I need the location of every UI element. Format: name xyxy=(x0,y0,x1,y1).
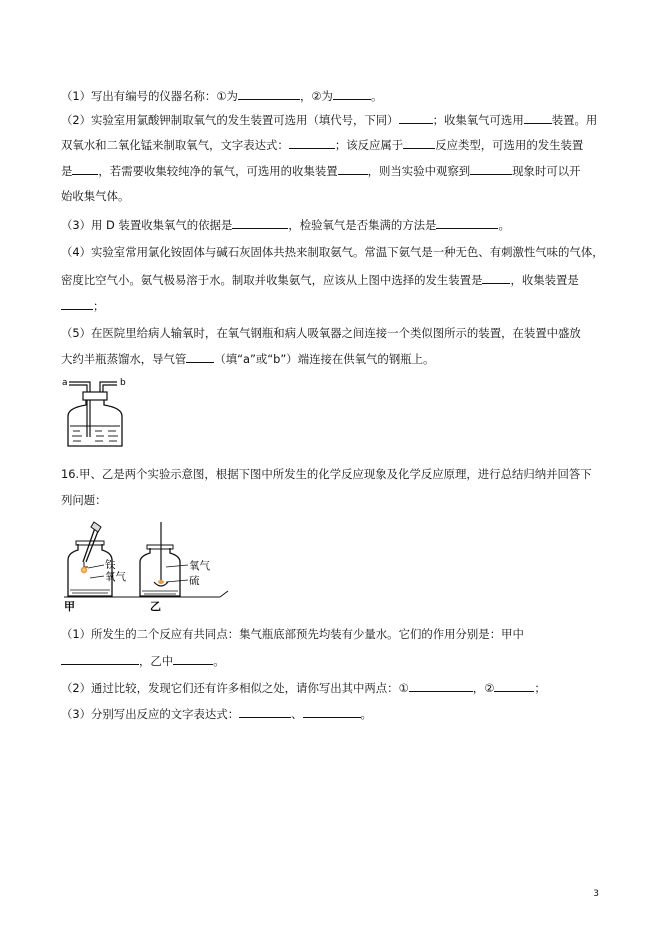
q15-part4-line2: 密度比空气小。氨气极易溶于水。制取并收集氨气，应该从上图中选择的发生装置是 ，收集装置是 xyxy=(61,273,579,287)
answer-blank[interactable] xyxy=(72,163,98,175)
q15-part4-line3: ； xyxy=(61,298,104,313)
combustion-figure xyxy=(60,520,235,612)
q15-part5-line1: （5）在医院里给病人输氧时，在氧气钢瓶和病人吸氧器之间连接一个类似图所示的装置，在装置中盛放 xyxy=(61,326,581,340)
answer-blank[interactable] xyxy=(338,163,368,175)
wash-bottle-figure xyxy=(60,374,140,450)
q15-part3: （3）用 D 装置收集氧气的依据是 ，检验氧气是否集满的方法是 。 xyxy=(61,218,510,232)
q15-part2-line2: 双氧水和二氧化锰来制取氧气，文字表达式： ；该反应属于 反应类型，可选用的发生装置 xyxy=(61,138,584,152)
label-oxygen-yi: 氧气 xyxy=(189,560,210,572)
yi-bottle xyxy=(140,548,180,596)
answer-blank[interactable] xyxy=(333,88,371,100)
tube-a-label: a xyxy=(62,378,68,388)
page-number: 3 xyxy=(593,889,599,899)
label-iron: 铁 xyxy=(105,559,116,571)
q16-stem-line2: 列问题： xyxy=(61,493,107,507)
answer-blank[interactable] xyxy=(61,653,139,665)
answer-blank[interactable] xyxy=(494,680,534,692)
yi-apparatus xyxy=(140,522,188,596)
answer-blank[interactable] xyxy=(239,706,291,718)
answer-blank[interactable] xyxy=(524,112,552,124)
answer-blank[interactable] xyxy=(482,272,510,284)
q15-part4-line1: （4）实验室常用氯化铵固体与碱石灰固体共热来制取氨气。常温下氨气是一种无色、有刺激性气味的气体， xyxy=(61,245,604,259)
bottle xyxy=(68,400,122,446)
label-yi: 乙 xyxy=(150,600,161,612)
q16-part1-line1: （1）所发生的二个反应有共同点：集气瓶底部预先均装有少量水。它们的作用分别是：甲中 xyxy=(61,627,524,641)
stopper xyxy=(83,392,107,400)
q15-part5-line2: 大约半瓶蒸馏水，导气管 （填“a”或“b”）端连接在供氧气的钢瓶上。 xyxy=(61,352,435,366)
q15-part2-line1: （2）实验室用氯酸钾制取氧气的发生装置可选用（填代号，下同） ；收集氧气可选用 装置。用 xyxy=(61,113,598,127)
label-sulfur: 硫 xyxy=(189,575,200,587)
q15-part1: （1）写出有编号的仪器名称：①为 ，②为 。 xyxy=(61,89,383,103)
q15-part2-line4: 始收集气体。 xyxy=(61,189,130,203)
q16-part2: （2）通过比较，发现它们还有许多相似之处，请你写出其中两点：① ，② ； xyxy=(61,681,546,695)
answer-blank[interactable] xyxy=(238,88,300,100)
answer-blank[interactable] xyxy=(232,217,288,229)
q16-stem-line1: 16.甲、乙是两个实验示意图，根据下图中所发生的化学反应现象及化学反应原理，进行总结归纳并回答下 xyxy=(61,467,592,481)
answer-blank[interactable] xyxy=(173,653,213,665)
q15-part2-line3: 是 ，若需要收集较纯净的氧气，可选用的收集装置 ，则当实验中观察到 现象时可以开 xyxy=(61,164,581,178)
tube-b-label: b xyxy=(120,378,126,388)
answer-blank[interactable] xyxy=(436,217,498,229)
answer-blank[interactable] xyxy=(61,298,93,310)
water xyxy=(70,426,120,441)
q16-part3: （3）分别写出反应的文字表达式： 、 。 xyxy=(61,707,372,721)
answer-blank[interactable] xyxy=(303,706,361,718)
answer-blank[interactable] xyxy=(409,680,473,692)
crucible-tongs xyxy=(83,525,96,562)
label-jia: 甲 xyxy=(64,600,75,612)
q16-part1-line2: ，乙中 。 xyxy=(61,653,225,668)
answer-blank[interactable] xyxy=(289,137,335,149)
answer-blank[interactable] xyxy=(399,112,433,124)
label-oxygen-jia: 氧气 xyxy=(105,571,126,583)
answer-blank[interactable] xyxy=(403,137,435,149)
answer-blank[interactable] xyxy=(186,351,214,363)
answer-blank[interactable] xyxy=(470,163,512,175)
